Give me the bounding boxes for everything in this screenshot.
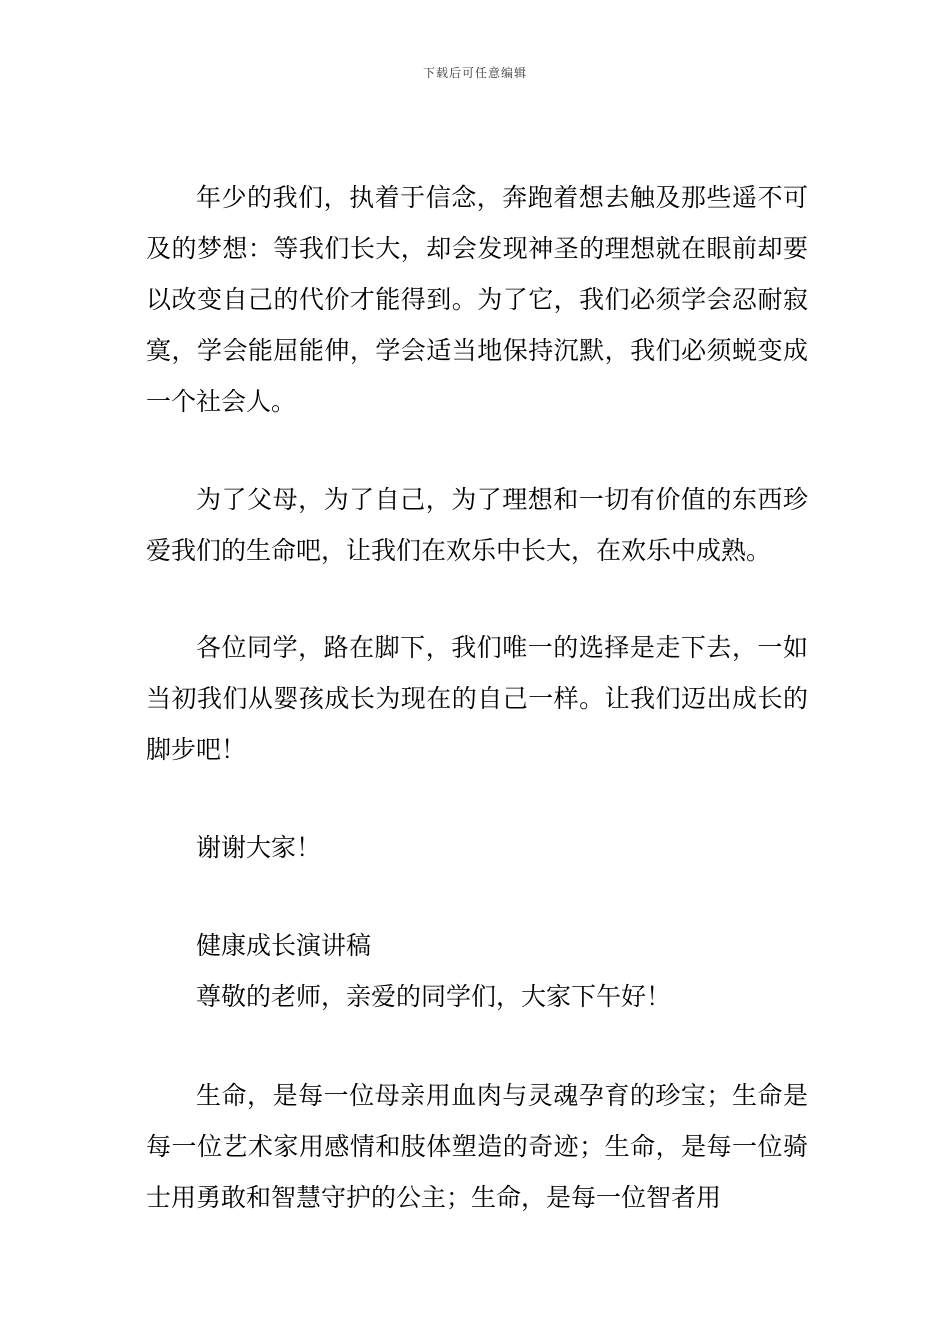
paragraph-life-is: 生命，是每一位母亲用血肉与灵魂孕育的珍宝；生命是每一位艺术家用感情和肢体塑造的奇迹；生命，是每一位骑士用勇敢和智慧守护的公主；生命，是每一位智者用 [146, 1081, 808, 1212]
greeting-line: 尊敬的老师，亲爱的同学们，大家下午好！ [196, 982, 672, 1011]
paragraph-growing-up: 年少的我们，执着于信念，奔跑着想去触及那些遥不可及的梦想：等我们长大，却会发现神圣的理想就在眼前却要以改变自己的代价才能得到。为了它，我们必须学会忍耐寂寞，学会能屈能伸，学会适当地保持沉默，我们必须蜕变成一个社会人。 [146, 183, 808, 416]
paragraph-cherish-life: 为了父母，为了自己，为了理想和一切有价值的东西珍爱我们的生命吧，让我们在欢乐中长大，在欢乐中成熟。 [146, 485, 808, 565]
page-header: 下载后可任意编辑 [422, 66, 527, 80]
thanks-line: 谢谢大家！ [196, 833, 322, 862]
paragraph-path-ahead: 各位同学，路在脚下，我们唯一的选择是走下去，一如当初我们从婴孩成长为现在的自己一样。让我们迈出成长的脚步吧！ [146, 633, 808, 764]
speech-title: 健康成长演讲稿 [196, 931, 372, 960]
